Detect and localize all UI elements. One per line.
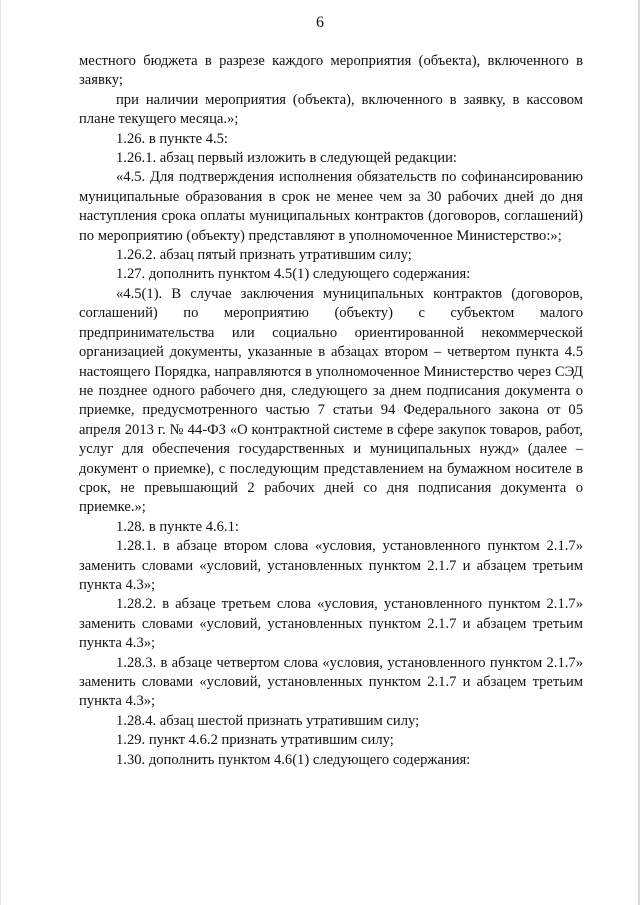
paragraph-item-1-26-1: 1.26.1. абзац первый изложить в следующей редакции:: [116, 150, 457, 167]
paragraph-item-1-28-4: 1.28.4. абзац шестой признать утратившим силу;: [116, 712, 420, 729]
page-number: 6: [316, 14, 324, 31]
paragraph-item-4-5-1: «4.5(1). В случае заключения муниципальных контрактов (договоров, соглашений) по мероприятию (объекту) с субъектом малого предпринимательства или социально ориентированной некоммерческой организацией документы, указанные в абзацах втором – четвертом пункта 4.5 настоящего Порядка, направляются в уполномоченное Министерство через СЭД не позднее одного рабочего дня, следующего за днем подписания документа о приемке, предусмотренного частью 7 статьи 94 Федерального закона от 05 апреля 2013 г. № 44-ФЗ «О контрактной системе в сфере закупок товаров, работ, услуг для обеспечения государственных и муниципальных нужд» (далее – документ о приемке), с последующим представлением на бумажном носителе в срок, не превышающий 2 рабочих дней со дня подписания документа о приемке.»;: [79, 285, 583, 516]
paragraph-item-1-27: 1.27. дополнить пунктом 4.5(1) следующего содержания:: [116, 266, 471, 283]
paragraph-item-1-30: 1.30. дополнить пунктом 4.6(1) следующего содержания:: [116, 751, 471, 768]
paragraph-item-1-28-2: 1.28.2. в абзаце третьем слова «условия, установленного пунктом 2.1.7» заменить словами «условий, установленных пунктом 2.1.7 и абзацем третьим пункта 4.3»;: [79, 596, 583, 652]
paragraph-item-4-5: «4.5. Для подтверждения исполнения обязательств по софинансированию муниципальные образования в срок не менее чем за 30 рабочих дней до дня наступления срока оплаты муниципальных контрактов (договоров, соглашений) по мероприятию (объекту) представляют в уполномоченное Министерство:»;: [79, 169, 583, 244]
paragraph-item-1-28: 1.28. в пункте 4.6.1:: [116, 518, 239, 535]
page-left-edge: [0, 0, 1, 905]
paragraph-item-1-26-2: 1.26.2. абзац пятый признать утратившим силу;: [116, 247, 412, 264]
paragraph-cash-plan: при наличии мероприятия (объекта), включенного в заявку, в кассовом плане текущего месяца.»;: [79, 91, 583, 128]
paragraph-budget-continuation: местного бюджета в разрезе каждого мероприятия (объекта), включенного в заявку;: [79, 53, 583, 89]
paragraph-item-1-28-1: 1.28.1. в абзаце втором слова «условия, установленного пунктом 2.1.7» заменить словами «условий, установленных пунктом 2.1.7 и абзацем третьим пункта 4.3»;: [79, 538, 583, 593]
paragraph-item-1-29: 1.29. пункт 4.6.2 признать утратившим силу;: [116, 732, 394, 749]
document-body: [79, 52, 583, 770]
paragraph-item-1-26: 1.26. в пункте 4.5:: [116, 130, 228, 147]
paragraph-item-1-28-3: 1.28.3. в абзаце четвертом слова «условия, установленного пунктом 2.1.7» заменить словами «условий, установленных пунктом 2.1.7 и абзацем третьим пункта 4.3»;: [79, 654, 583, 710]
